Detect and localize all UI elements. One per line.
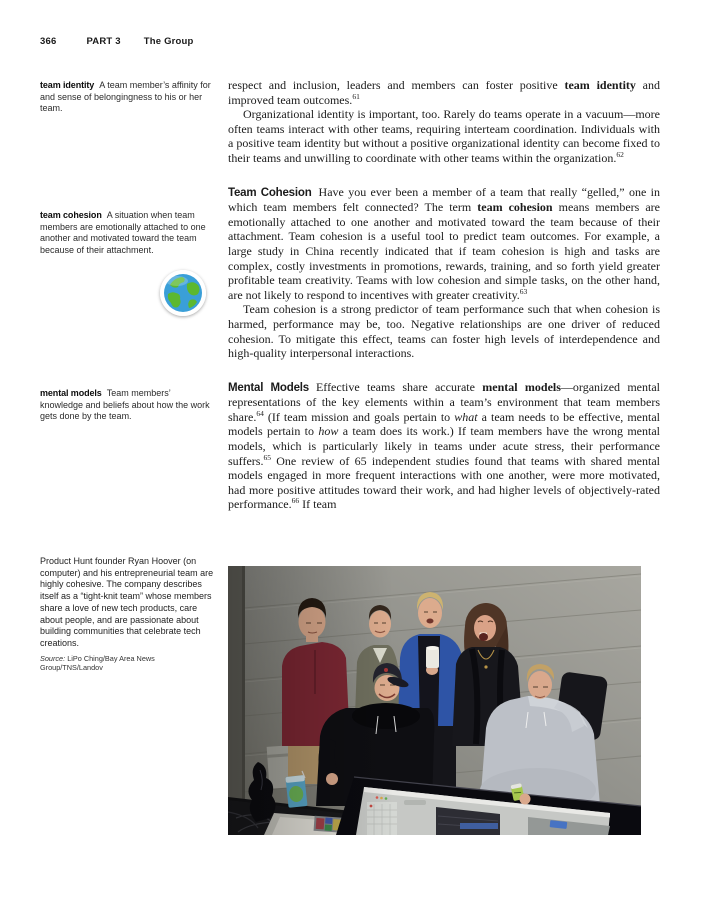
margin-note-team-cohesion	[40, 210, 215, 256]
key-term: mental models	[40, 388, 102, 398]
caption-text: Product Hunt founder Ryan Hoover (on computer) and his entrepreneurial team are highly cohesive. The company describes itself as a “tight-knit team” whose members share a love of new tech products, care about people, and are passionate about building communities that celebrate tech creations.	[40, 556, 214, 648]
photo-caption	[40, 556, 217, 672]
team-photo	[228, 566, 641, 835]
paragraph-organizational-identity: Organizational identity is important, too. Rarely do teams operate in a vacuum—more often teams interact with other teams, requiring interteam coordination. Individuals with a positive team identity but without a positive organizational identity can become fixed to their teams and unwilling to coordinate with other teams within the organization.$^{62}$	[228, 107, 660, 165]
part-title: The Group	[143, 36, 194, 47]
key-term-definition: A situation when team members are emotionally attached to one another and motivated toward the team because of their attachment.	[40, 210, 206, 255]
running-head	[40, 36, 194, 47]
margin-note-mental-models	[40, 388, 215, 423]
key-term: team identity	[40, 80, 95, 90]
paragraph-continuation: respect and inclusion, leaders and members can foster positive team identity and improved team outcomes.$^{61}$	[228, 78, 660, 107]
section-team-cohesion: Team Cohesion Have you ever been a member of a team that really “gelled,” one in which team members felt connected? The term team cohesion means members are emotionally attached to one another and motivated toward the team because of their attachment. Team cohesion is a useful tool to predict team outcomes. For example, a large study in China recently indicated that if team cohesion is high and tasks are complex, costly investments in promotions, rewards, training, and so forth yield greater profitable team creativity. Teams with low cohesion and simple tasks, on the other hand, are not likely to respond to incentives with greater creativity.$^{63}$	[228, 184, 660, 302]
key-term-definition: A team member’s affinity for and sense of belongingness to his or her team.	[40, 80, 211, 114]
part-label: PART 3	[86, 36, 121, 47]
section-mental-models: Mental Models Effective teams share accurate mental models—organized mental representations of the key elements within a team’s environment that team members share.$^{64}$ (If team mission and goals pertain to what a team needs to be effective, mental models pertain to how a team does its work.) If team members have the wrong mental models, which is particularly likely in teams under acute stress, their performance suffers.$^{65}$ One review of 65 independent studies found that teams with shared mental models engaged in more frequent interactions with one another, were more motivated, had more positive attitudes toward their work, and had higher levels of objectively-rated performance.$^{66}$ If team	[228, 379, 660, 512]
body-text	[228, 78, 660, 512]
paragraph-cohesion-performance: Team cohesion is a strong predictor of team performance such that when cohesion is harmed, performance may be, too. Negative relationships are one driver of reduced cohesion. To mitigate this effect, teams can foster high levels of interdependence and high-quality interpersonal interactions.	[228, 302, 660, 361]
page-number: 366	[40, 36, 57, 47]
globe-icon	[160, 270, 206, 316]
caption-source: Source: LiPo Ching/Bay Area News Group/TNS/Landov	[40, 653, 155, 672]
key-term-definition: Team members’ knowledge and beliefs about how the work gets done by the team.	[40, 388, 210, 422]
key-term: team cohesion	[40, 210, 102, 220]
margin-note-team-identity	[40, 80, 215, 115]
